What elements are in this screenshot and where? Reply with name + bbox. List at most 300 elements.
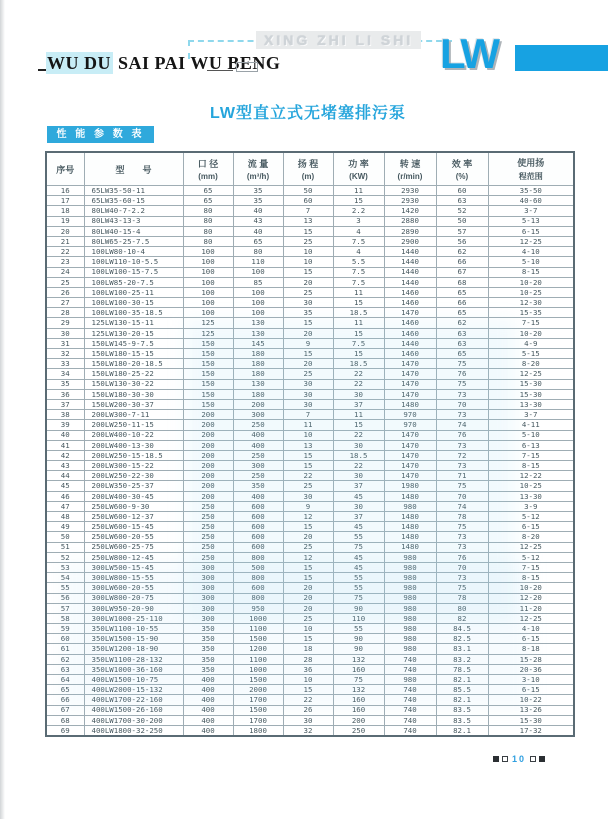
cell-range: 7-15 [488, 450, 574, 460]
cell-head: 50 [283, 186, 333, 196]
cell-seq: 18 [46, 206, 84, 216]
cell-efficiency: 71 [436, 471, 488, 481]
cell-diameter: 150 [183, 369, 233, 379]
table-row [46, 236, 574, 246]
cell-head: 32 [283, 725, 333, 736]
cell-model: 150LW180-25-22 [84, 369, 183, 379]
cell-power: 55 [333, 624, 384, 634]
cell-model: 100LW80-10-4 [84, 247, 183, 257]
cell-flow: 65 [233, 236, 283, 246]
cell-flow: 130 [233, 318, 283, 328]
cell-range: 6-15 [488, 522, 574, 532]
cell-diameter: 300 [183, 562, 233, 572]
cell-head: 30 [283, 389, 333, 399]
cell-head: 15 [283, 634, 333, 644]
table-row [46, 410, 574, 420]
parameters-table [45, 151, 575, 737]
cell-range: 17-32 [488, 725, 574, 736]
cell-speed: 740 [384, 654, 436, 664]
brand-highlight: WU DU [47, 53, 111, 73]
table-row [46, 675, 574, 685]
cell-range: 6-15 [488, 226, 574, 236]
cell-efficiency: 73 [436, 542, 488, 552]
cell-speed: 1480 [384, 532, 436, 542]
cell-seq: 65 [46, 685, 84, 695]
cell-diameter: 100 [183, 298, 233, 308]
cell-speed: 1440 [384, 257, 436, 267]
table-row [46, 257, 574, 267]
cell-power: 11 [333, 186, 384, 196]
cell-efficiency: 84.5 [436, 624, 488, 634]
cell-range: 10-20 [488, 277, 574, 287]
cell-seq: 31 [46, 338, 84, 348]
performance-table [45, 151, 575, 737]
cell-speed: 2900 [384, 236, 436, 246]
cell-head: 20 [283, 328, 333, 338]
cell-range: 15-35 [488, 308, 574, 318]
cell-range: 12-25 [488, 369, 574, 379]
cell-range: 13-30 [488, 399, 574, 409]
cell-seq: 38 [46, 410, 84, 420]
cell-model: 200LW300-15-22 [84, 461, 183, 471]
cell-efficiency: 85.5 [436, 685, 488, 695]
cell-speed: 980 [384, 501, 436, 511]
cell-head: 25 [283, 613, 333, 623]
cell-diameter: 200 [183, 491, 233, 501]
cell-range: 12-20 [488, 593, 574, 603]
cell-model: 100LW100-15-7.5 [84, 267, 183, 277]
table-row [46, 644, 574, 654]
cell-speed: 1460 [384, 287, 436, 297]
cell-seq: 37 [46, 399, 84, 409]
cell-power: 90 [333, 603, 384, 613]
cell-flow: 35 [233, 196, 283, 206]
cell-speed: 980 [384, 552, 436, 562]
page-number: 10 [512, 754, 527, 764]
cell-model: 65LW35-60-15 [84, 196, 183, 206]
cell-efficiency: 80 [436, 603, 488, 613]
cell-model: 100LW85-20-7.5 [84, 277, 183, 287]
cell-flow: 1700 [233, 695, 283, 705]
cell-flow: 85 [233, 277, 283, 287]
cell-seq: 21 [46, 236, 84, 246]
table-row [46, 542, 574, 552]
cell-diameter: 100 [183, 247, 233, 257]
cell-head: 15 [283, 685, 333, 695]
cell-range: 12-30 [488, 298, 574, 308]
cell-diameter: 80 [183, 216, 233, 226]
cell-diameter: 250 [183, 552, 233, 562]
cell-flow: 1500 [233, 675, 283, 685]
col-header-model: 型 号 [84, 152, 183, 186]
cell-seq: 33 [46, 359, 84, 369]
cell-efficiency: 65 [436, 287, 488, 297]
cell-seq: 63 [46, 664, 84, 674]
cell-power: 15 [333, 349, 384, 359]
footer-square-filled [493, 756, 499, 762]
table-row [46, 440, 574, 450]
cell-flow: 350 [233, 481, 283, 491]
cell-seq: 56 [46, 593, 84, 603]
cell-model: 100LW100-30-15 [84, 298, 183, 308]
cell-diameter: 200 [183, 471, 233, 481]
cell-diameter: 250 [183, 501, 233, 511]
cell-seq: 43 [46, 461, 84, 471]
cell-speed: 2880 [384, 216, 436, 226]
col-header-flow: 流 量 (m³/h) [233, 152, 283, 186]
cell-seq: 50 [46, 532, 84, 542]
cell-model: 400LW1500-26-160 [84, 705, 183, 715]
cell-speed: 980 [384, 675, 436, 685]
cell-diameter: 350 [183, 654, 233, 664]
cell-speed: 1460 [384, 349, 436, 359]
cell-head: 13 [283, 216, 333, 226]
cell-efficiency: 63 [436, 328, 488, 338]
cell-speed: 1470 [384, 359, 436, 369]
cell-diameter: 300 [183, 613, 233, 623]
cell-speed: 980 [384, 562, 436, 572]
cell-speed: 740 [384, 695, 436, 705]
cell-flow: 180 [233, 359, 283, 369]
cell-flow: 100 [233, 287, 283, 297]
cell-flow: 800 [233, 552, 283, 562]
cell-flow: 600 [233, 512, 283, 522]
cell-power: 75 [333, 542, 384, 552]
cell-model: 250LW600-15-45 [84, 522, 183, 532]
cell-speed: 2890 [384, 226, 436, 236]
table-row [46, 389, 574, 399]
table-row [46, 369, 574, 379]
cell-model: 400LW1700-22-160 [84, 695, 183, 705]
cell-seq: 17 [46, 196, 84, 206]
cell-efficiency: 66 [436, 298, 488, 308]
cell-range: 7-15 [488, 318, 574, 328]
cell-range: 10-20 [488, 328, 574, 338]
table-row [46, 725, 574, 736]
cell-power: 250 [333, 725, 384, 736]
table-row [46, 399, 574, 409]
cell-diameter: 300 [183, 573, 233, 583]
cell-diameter: 150 [183, 389, 233, 399]
cell-head: 10 [283, 675, 333, 685]
cell-seq: 26 [46, 287, 84, 297]
cell-flow: 800 [233, 593, 283, 603]
cell-head: 20 [283, 277, 333, 287]
cell-range: 6-13 [488, 440, 574, 450]
cell-speed: 740 [384, 664, 436, 674]
cell-diameter: 400 [183, 715, 233, 725]
cell-model: 150LW130-30-22 [84, 379, 183, 389]
cell-head: 10 [283, 257, 333, 267]
table-row [46, 624, 574, 634]
table-row [46, 379, 574, 389]
table-row [46, 573, 574, 583]
cell-power: 22 [333, 461, 384, 471]
cell-efficiency: 63 [436, 338, 488, 348]
cell-power: 30 [333, 471, 384, 481]
cell-model: 350LW1000-36-160 [84, 664, 183, 674]
cell-efficiency: 73 [436, 440, 488, 450]
table-row [46, 298, 574, 308]
cell-seq: 40 [46, 430, 84, 440]
cell-seq: 47 [46, 501, 84, 511]
cell-seq: 57 [46, 603, 84, 613]
cell-diameter: 300 [183, 603, 233, 613]
cell-speed: 980 [384, 593, 436, 603]
cell-flow: 1700 [233, 715, 283, 725]
cell-flow: 180 [233, 369, 283, 379]
table-row [46, 664, 574, 674]
cell-power: 7.5 [333, 338, 384, 348]
table-row [46, 247, 574, 257]
cell-flow: 1100 [233, 654, 283, 664]
cell-range: 5-13 [488, 216, 574, 226]
cell-efficiency: 83.1 [436, 644, 488, 654]
cell-flow: 110 [233, 257, 283, 267]
cell-model: 400LW1800-32-250 [84, 725, 183, 736]
table-row [46, 562, 574, 572]
cell-flow: 500 [233, 562, 283, 572]
cell-seq: 29 [46, 318, 84, 328]
cell-power: 45 [333, 552, 384, 562]
cell-power: 132 [333, 654, 384, 664]
cell-power: 30 [333, 389, 384, 399]
cell-efficiency: 60 [436, 186, 488, 196]
cell-range: 10-25 [488, 481, 574, 491]
cell-speed: 740 [384, 705, 436, 715]
table-row [46, 654, 574, 664]
cell-model: 150LW200-30-37 [84, 399, 183, 409]
cell-efficiency: 70 [436, 399, 488, 409]
cell-range: 8-20 [488, 359, 574, 369]
table-body [46, 186, 574, 737]
cell-speed: 2930 [384, 186, 436, 196]
cell-flow: 40 [233, 206, 283, 216]
table-row [46, 186, 574, 196]
cell-model: 200LW400-10-22 [84, 430, 183, 440]
cell-flow: 180 [233, 389, 283, 399]
cell-efficiency: 76 [436, 552, 488, 562]
cell-efficiency: 52 [436, 206, 488, 216]
col-header-head: 扬 程 (m) [283, 152, 333, 186]
cell-seq: 49 [46, 522, 84, 532]
cell-efficiency: 82.1 [436, 675, 488, 685]
cell-head: 9 [283, 501, 333, 511]
cell-efficiency: 75 [436, 522, 488, 532]
cell-speed: 2930 [384, 196, 436, 206]
cell-efficiency: 76 [436, 369, 488, 379]
cell-efficiency: 74 [436, 501, 488, 511]
cell-head: 15 [283, 522, 333, 532]
cell-model: 100LW100-35-18.5 [84, 308, 183, 318]
cell-power: 3 [333, 216, 384, 226]
page-title: LW型直立式无堵塞排污泵 [210, 105, 406, 122]
cell-flow: 1200 [233, 644, 283, 654]
cell-head: 30 [283, 379, 333, 389]
cell-power: 90 [333, 644, 384, 654]
cell-flow: 250 [233, 420, 283, 430]
cell-seq: 42 [46, 450, 84, 460]
cell-efficiency: 83.2 [436, 654, 488, 664]
table-row [46, 471, 574, 481]
table-row [46, 450, 574, 460]
cell-range: 15-28 [488, 654, 574, 664]
cell-power: 7.5 [333, 277, 384, 287]
cell-speed: 980 [384, 644, 436, 654]
cell-power: 18.5 [333, 450, 384, 460]
table-row [46, 267, 574, 277]
table-row [46, 613, 574, 623]
table-row [46, 481, 574, 491]
cell-range: 10-22 [488, 695, 574, 705]
cell-head: 30 [283, 715, 333, 725]
cell-flow: 600 [233, 522, 283, 532]
cell-model: 300LW950-20-90 [84, 603, 183, 613]
cell-power: 4 [333, 226, 384, 236]
cell-diameter: 400 [183, 705, 233, 715]
cell-model: 80LW40-7-2.2 [84, 206, 183, 216]
cell-range: 12-22 [488, 471, 574, 481]
cell-model: 80LW43-13-3 [84, 216, 183, 226]
cell-speed: 1480 [384, 512, 436, 522]
cell-model: 250LW600-9-30 [84, 501, 183, 511]
cell-diameter: 350 [183, 624, 233, 634]
cell-head: 20 [283, 359, 333, 369]
col-header-range: 使用扬 程范围 [488, 152, 574, 186]
cell-speed: 970 [384, 410, 436, 420]
cell-diameter: 350 [183, 644, 233, 654]
cell-seq: 16 [46, 186, 84, 196]
cell-head: 20 [283, 593, 333, 603]
cell-model: 350LW1100-28-132 [84, 654, 183, 664]
cell-range: 4-9 [488, 338, 574, 348]
col-header-efficiency: 效 率 (%) [436, 152, 488, 186]
cell-speed: 970 [384, 420, 436, 430]
cell-flow: 1000 [233, 664, 283, 674]
cell-efficiency: 76 [436, 430, 488, 440]
table-row [46, 226, 574, 236]
cell-model: 200LW400-13-30 [84, 440, 183, 450]
cell-head: 11 [283, 420, 333, 430]
table-row [46, 532, 574, 542]
cell-seq: 41 [46, 440, 84, 450]
cell-seq: 22 [46, 247, 84, 257]
cell-flow: 35 [233, 186, 283, 196]
cell-seq: 52 [46, 552, 84, 562]
cell-head: 20 [283, 603, 333, 613]
cell-speed: 1440 [384, 267, 436, 277]
cell-efficiency: 56 [436, 236, 488, 246]
table-row [46, 715, 574, 725]
cell-speed: 1460 [384, 318, 436, 328]
cell-efficiency: 73 [436, 461, 488, 471]
cell-diameter: 80 [183, 226, 233, 236]
cell-speed: 980 [384, 624, 436, 634]
cell-seq: 36 [46, 389, 84, 399]
cell-speed: 1460 [384, 328, 436, 338]
cell-head: 10 [283, 247, 333, 257]
cell-efficiency: 68 [436, 277, 488, 287]
cell-flow: 300 [233, 461, 283, 471]
cell-efficiency: 62 [436, 318, 488, 328]
cell-head: 15 [283, 562, 333, 572]
cell-speed: 740 [384, 725, 436, 736]
cell-model: 250LW800-12-45 [84, 552, 183, 562]
table-header-row [46, 152, 574, 186]
cell-head: 15 [283, 226, 333, 236]
table-row [46, 461, 574, 471]
table-row [46, 522, 574, 532]
cell-power: 37 [333, 512, 384, 522]
cell-efficiency: 82.1 [436, 725, 488, 736]
cell-model: 150LW180-20-18.5 [84, 359, 183, 369]
cell-range: 5-12 [488, 512, 574, 522]
cell-model: 300LW500-15-45 [84, 562, 183, 572]
cell-head: 30 [283, 399, 333, 409]
cell-efficiency: 70 [436, 491, 488, 501]
cell-speed: 1470 [384, 471, 436, 481]
cell-speed: 1470 [384, 369, 436, 379]
cell-range: 12-25 [488, 236, 574, 246]
cell-power: 4 [333, 247, 384, 257]
table-row [46, 593, 574, 603]
cell-flow: 100 [233, 298, 283, 308]
cell-seq: 35 [46, 379, 84, 389]
cell-head: 7 [283, 206, 333, 216]
cell-range: 4-10 [488, 624, 574, 634]
cell-flow: 100 [233, 267, 283, 277]
cell-speed: 1440 [384, 338, 436, 348]
cell-flow: 600 [233, 583, 283, 593]
cell-seq: 68 [46, 715, 84, 725]
cell-model: 200LW400-30-45 [84, 491, 183, 501]
cell-head: 25 [283, 369, 333, 379]
cell-model: 200LW250-11-15 [84, 420, 183, 430]
cell-efficiency: 82.5 [436, 634, 488, 644]
cell-flow: 400 [233, 491, 283, 501]
cell-head: 30 [283, 298, 333, 308]
cell-head: 15 [283, 318, 333, 328]
cell-range: 12-25 [488, 542, 574, 552]
cell-speed: 1480 [384, 491, 436, 501]
cell-flow: 1500 [233, 634, 283, 644]
cell-range: 5-10 [488, 430, 574, 440]
cell-speed: 1980 [384, 481, 436, 491]
cell-speed: 980 [384, 573, 436, 583]
cell-flow: 40 [233, 226, 283, 236]
cell-flow: 2000 [233, 685, 283, 695]
cell-range: 15-30 [488, 715, 574, 725]
cell-power: 55 [333, 573, 384, 583]
cell-head: 22 [283, 695, 333, 705]
cell-diameter: 100 [183, 308, 233, 318]
cell-model: 125LW130-20-15 [84, 328, 183, 338]
cell-head: 20 [283, 532, 333, 542]
cell-diameter: 200 [183, 440, 233, 450]
cell-efficiency: 78.5 [436, 664, 488, 674]
brand-underline-right [207, 70, 233, 71]
cell-head: 12 [283, 512, 333, 522]
cell-model: 250LW600-20-55 [84, 532, 183, 542]
cell-range: 7-15 [488, 562, 574, 572]
cell-power: 30 [333, 440, 384, 450]
footer-square-outline [530, 756, 536, 762]
cell-speed: 1440 [384, 277, 436, 287]
cell-diameter: 400 [183, 685, 233, 695]
cell-seq: 64 [46, 675, 84, 685]
cell-power: 15 [333, 420, 384, 430]
cell-head: 25 [283, 481, 333, 491]
